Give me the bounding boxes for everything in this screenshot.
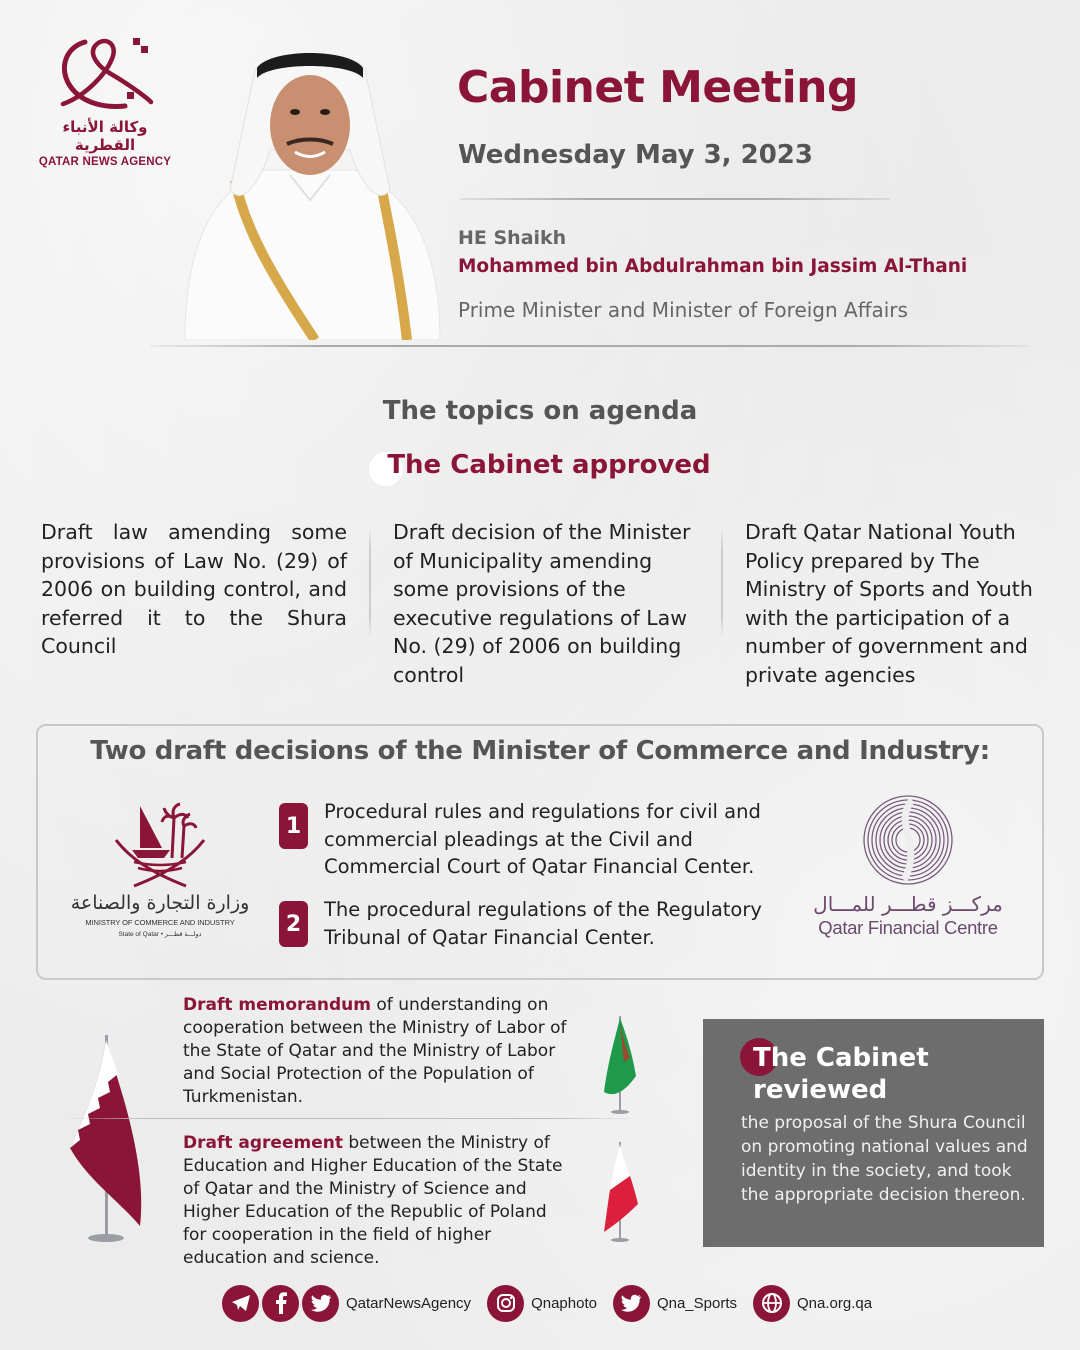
divider: [150, 345, 1030, 347]
poland-flag-icon: [600, 1140, 640, 1245]
decision-text: Procedural rules and regulations for civil and commercial pleadings at the Civil and Commercial Court of Qatar Financial Center.: [324, 800, 761, 878]
agreement-turkmenistan: [183, 994, 583, 1109]
social-handle[interactable]: Qna_Sports: [656, 1294, 737, 1312]
meeting-date: Wednesday May 3, 2023: [458, 140, 813, 170]
column-divider: [369, 528, 371, 638]
qna-logo-english: QATAR NEWS AGENCY: [38, 156, 172, 168]
decision-number-badge: 1: [279, 803, 308, 849]
qatar-financial-centre-logo: [808, 794, 1008, 939]
reviewed-heading-line2: reviewed: [753, 1075, 888, 1105]
divider: [60, 1118, 640, 1119]
instagram-icon[interactable]: [487, 1285, 524, 1322]
agenda-heading: The topics on agenda: [382, 396, 698, 426]
decision-text: The procedural regulations of the Regulatory Tribunal of Qatar Financial Center.: [324, 898, 762, 949]
facebook-icon[interactable]: [262, 1285, 299, 1322]
reviewed-heading-line1: The Cabinet: [753, 1043, 929, 1073]
social-footer: [222, 1284, 888, 1322]
qfc-logo-arabic: مركـــز قطـــر للمـــال: [813, 892, 1003, 916]
reviewed-body: the proposal of the Shura Council on promoting national values and identity in the society, and took the appropriate decision thereon.: [741, 1113, 1028, 1205]
social-handle[interactable]: Qnaphoto: [531, 1294, 597, 1312]
agreement-poland: [183, 1132, 573, 1270]
qna-emblem-icon: [55, 34, 155, 116]
qfc-swirl-icon: [862, 794, 954, 886]
social-handle[interactable]: Qna.org.qa: [797, 1294, 873, 1312]
agreement-text: of understanding on cooperation between the Ministry of Labor of the State of Qatar and the Ministry of Labor and Social Protection of the Population of Turkmenistan.: [183, 995, 567, 1107]
turkmenistan-flag-icon: [600, 1012, 640, 1117]
approved-heading-text: The Cabinet approved: [387, 450, 711, 480]
prime-minister-portrait: [175, 40, 445, 340]
agreement-text: between the Ministry of Education and Higher Education of the State of Qatar and the Ministry of Science and Higher Education of the Republic of Poland for cooperation in the field of higher education and science.: [183, 1133, 563, 1268]
column-divider: [721, 528, 723, 638]
approved-item: Draft decision of the Minister of Municipality amending some provisions of the executive regulations of Law No. (29) of 2006 on building control: [393, 520, 691, 687]
approved-item: Draft law amending some provisions of Law No. (29) of 2006 on building control, and referred it to the Shura Council: [41, 520, 347, 658]
approved-heading: [369, 450, 710, 480]
qfc-logo-english: Qatar Financial Centre: [818, 917, 998, 938]
telegram-icon[interactable]: [222, 1285, 259, 1322]
decision-number-badge: 2: [279, 901, 308, 947]
commerce-heading: Two draft decisions of the Minister of Commerce and Industry:: [90, 736, 990, 766]
twitter-icon[interactable]: [302, 1285, 339, 1322]
ministry-logo-english: MINISTRY OF COMMERCE AND INDUSTRY: [85, 918, 235, 927]
qna-logo: [30, 34, 180, 168]
approved-item: Draft Qatar National Youth Policy prepared by The Ministry of Sports and Youth with the participation of a number of government and private agencies: [745, 520, 1033, 687]
qatar-flag-icon: [68, 1030, 148, 1250]
twitter-icon[interactable]: [613, 1285, 650, 1322]
reviewed-heading: [753, 1042, 929, 1106]
ministry-logo-state: State of Qatar • دولـــة قطـــر: [118, 931, 202, 938]
page-title: Cabinet Meeting: [457, 62, 858, 113]
qna-logo-arabic: وكالة الأنباء القطرية: [62, 118, 148, 154]
ministry-commerce-logo: [70, 798, 250, 938]
prime-minister-role: Prime Minister and Minister of Foreign Affairs: [458, 298, 908, 322]
divider: [460, 198, 890, 200]
agreement-lead: Draft agreement: [183, 1133, 343, 1153]
prime-minister-name: Mohammed bin Abdulrahman bin Jassim Al-Thani: [458, 256, 968, 277]
approved-heading-wrap: [0, 450, 1080, 480]
globe-icon[interactable]: [753, 1285, 790, 1322]
qatar-emblem-icon: [110, 798, 210, 890]
social-handle[interactable]: QatarNewsAgency: [346, 1294, 472, 1312]
ministry-logo-arabic: وزارة التجارة والصناعة: [70, 892, 250, 914]
honorific: HE Shaikh: [458, 227, 567, 249]
agreement-lead: Draft memorandum: [183, 995, 371, 1015]
